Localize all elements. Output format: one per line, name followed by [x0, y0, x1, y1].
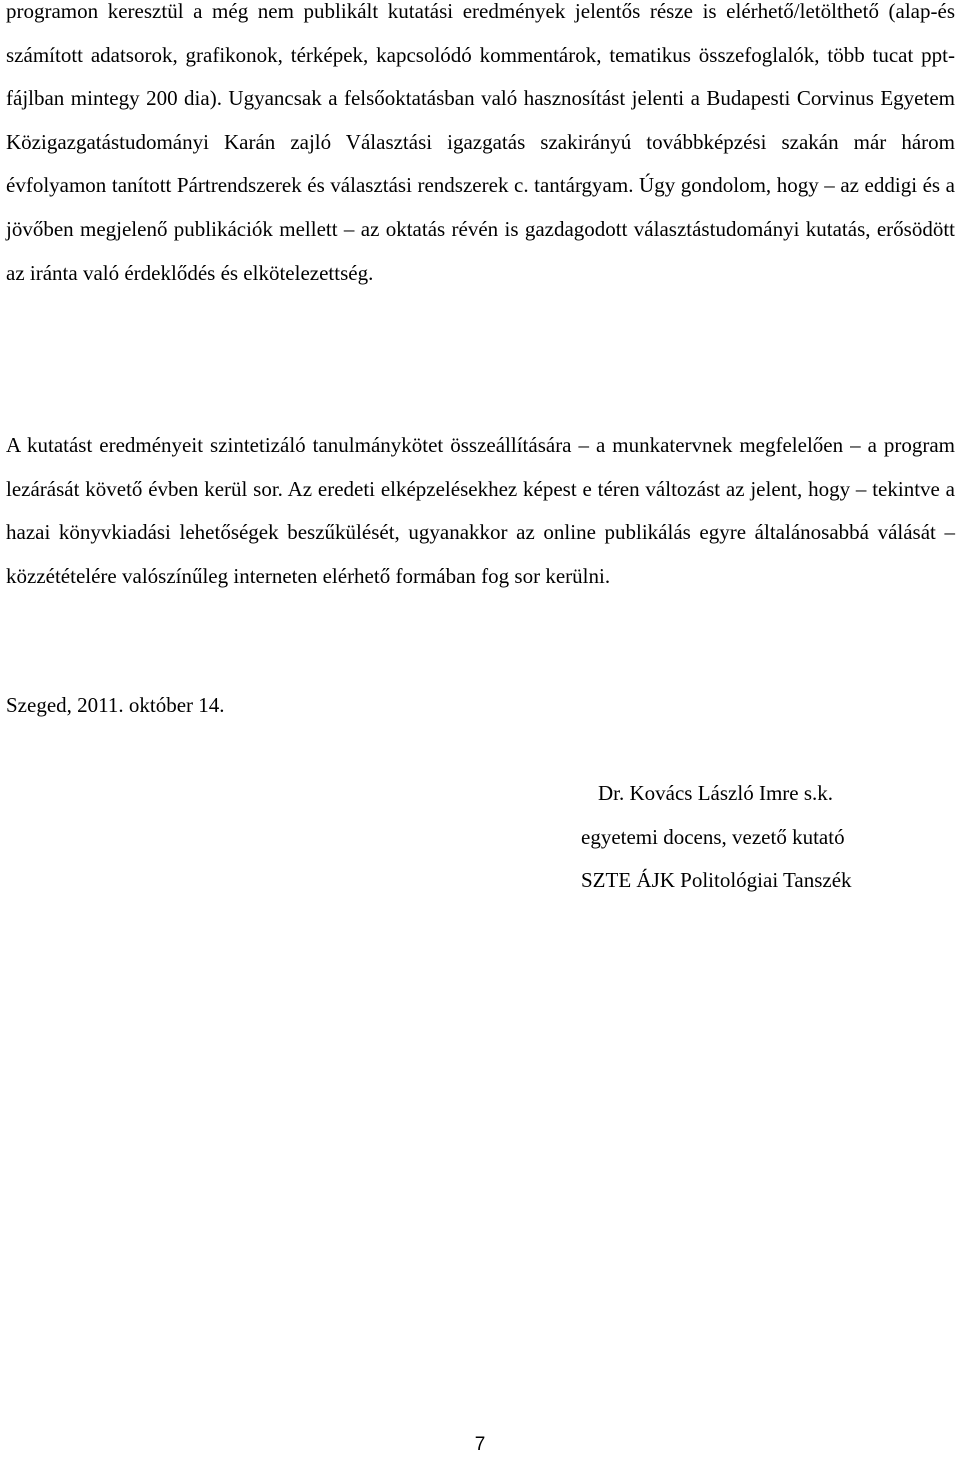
signatory-title: egyetemi docens, vezető kutató — [581, 824, 845, 849]
body-paragraph-1: programon keresztül a még nem publikált kutatási eredmények jelentős része is elérhető/letölthető (alap-és számított adatsorok, grafikonok, térképek, kapcsolódó kommentárok, tematikus összefoglalók, több tucat ppt-fájlban mintegy 200 dia). Ugyancsak a felsőoktatásban való hasznosítást jelenti a Budapesti Corvinus Egyetem Közigazgatástudományi Karán zajló Választási igazgatás szakirányú továbbképzési szakán már három évfolyamon tanított Pártrendszerek és választási rendszerek c. tantárgyam. Úgy gondolom, hogy – az eddigi és a jövőben megjelenő publikációk mellett – az oktatás révén is gazdagodott választástudományi kutatás, erősödött az iránta való érdeklődés és elkötelezettség. — [6, 0, 955, 285]
signatory-department: SZTE ÁJK Politológiai Tanszék — [581, 868, 852, 893]
place-and-date: Szeged, 2011. október 14. — [6, 693, 225, 717]
page-number: 7 — [474, 1434, 486, 1455]
signature-block — [581, 772, 852, 903]
body-paragraph-1-container — [6, 0, 955, 295]
body-paragraph-2-container — [6, 424, 955, 598]
body-paragraph-2: A kutatást eredményeit szintetizáló tanulmánykötet összeállítására – a munkatervnek megfelelően – a program lezárását követő évben kerül sor. Az eredeti elképzelésekhez képest e téren változást az jelent, hogy – tekintve a hazai könyvkiadási lehetőségek beszűkülését, ugyanakkor az online publikálás egyre általánosabbá válását – közzétételére valószínűleg interneten elérhető formában fog sor kerülni. — [6, 433, 955, 588]
signatory-name: Dr. Kovács László Imre s.k. — [598, 781, 834, 805]
